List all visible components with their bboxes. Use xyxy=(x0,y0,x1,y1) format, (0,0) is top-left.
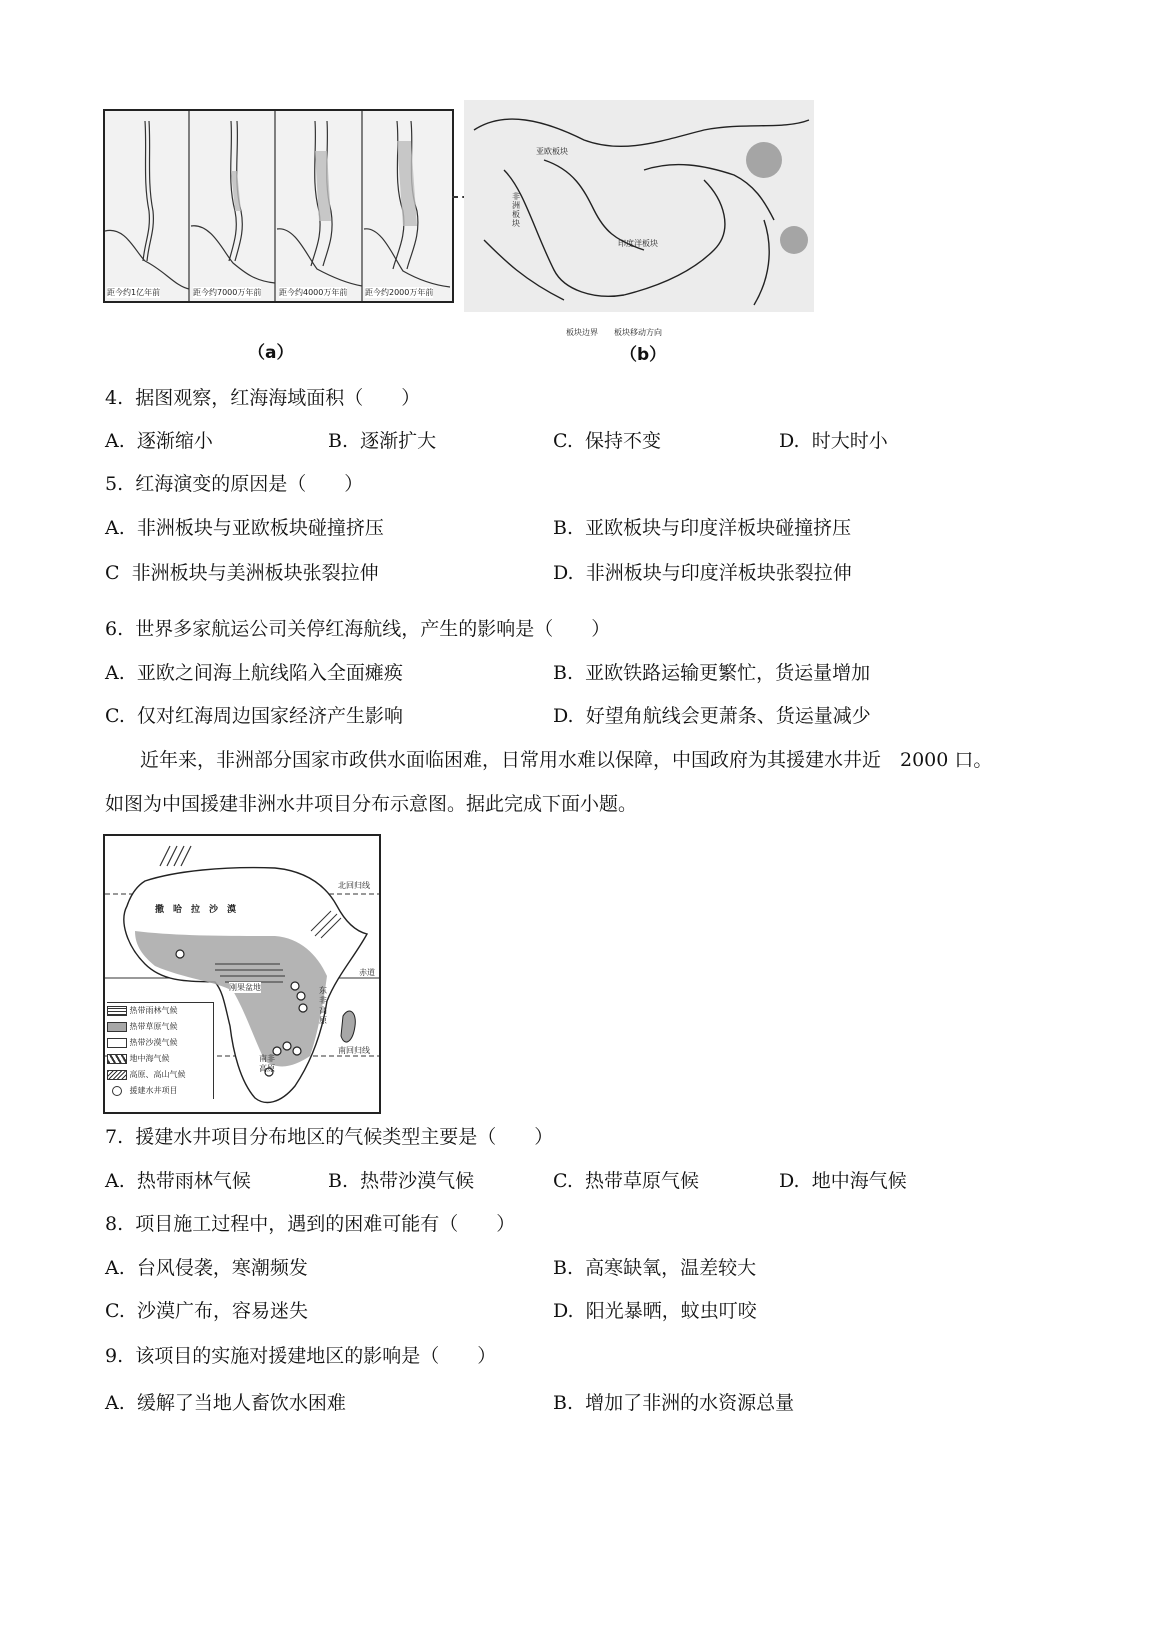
q4-option-b[interactable] xyxy=(328,429,436,453)
q6-option-d[interactable] xyxy=(553,704,871,728)
option-text: 台风侵袭，寒潮频发 xyxy=(136,1257,308,1279)
question-text: 项目施工过程中，遇到的困难可能有（ ） xyxy=(135,1213,516,1235)
option-key: B. xyxy=(553,1257,574,1279)
figure-a xyxy=(103,109,454,303)
question-text: 红海演变的原因是（ ） xyxy=(135,473,364,495)
q8-option-b[interactable] xyxy=(553,1256,756,1280)
option-text: 亚欧之间海上航线陷入全面瘫痪 xyxy=(136,662,403,684)
option-text: 阳光暴晒，蚊虫叮咬 xyxy=(585,1300,757,1322)
option-text: 热带沙漠气候 xyxy=(360,1170,475,1192)
panel-label-1: 距今约1亿年前 xyxy=(107,288,161,297)
option-key: A. xyxy=(105,517,125,539)
legend-mediterranean: 地中海气候 xyxy=(107,1051,213,1067)
question-number: 9. xyxy=(105,1345,124,1367)
option-key: A. xyxy=(105,1392,125,1414)
option-key: B. xyxy=(553,1392,574,1414)
option-key: B. xyxy=(553,662,574,684)
option-text: 增加了非洲的水资源总量 xyxy=(585,1392,795,1414)
panel-label-3: 距今约4000万年前 xyxy=(279,288,348,297)
question-9 xyxy=(105,1344,496,1368)
q9-option-b[interactable] xyxy=(553,1391,794,1415)
africa-map-legend xyxy=(107,1002,214,1099)
option-text: 逐渐缩小 xyxy=(136,430,213,452)
question-7 xyxy=(105,1125,553,1149)
option-key: B. xyxy=(328,430,349,452)
figure-b xyxy=(464,100,814,312)
question-text: 援建水井项目分布地区的气候类型主要是（ ） xyxy=(135,1126,554,1148)
legend-desert: 热带沙漠气候 xyxy=(107,1035,213,1051)
option-key: D. xyxy=(553,1300,574,1322)
label-sahara: 撒 哈 拉 沙 漠 xyxy=(155,905,237,915)
question-6 xyxy=(105,617,610,641)
label-congo-basin: 刚果盆地 xyxy=(229,983,261,992)
q8-option-a[interactable] xyxy=(105,1256,308,1280)
option-text: 非洲板块与美洲板块张裂拉伸 xyxy=(131,562,379,584)
q7-option-d[interactable] xyxy=(779,1169,907,1193)
option-text: 热带雨林气候 xyxy=(136,1170,251,1192)
option-key: D. xyxy=(779,430,800,452)
question-8 xyxy=(105,1212,515,1236)
figure-a-svg xyxy=(105,111,452,301)
option-text: 亚欧铁路运输更繁忙，货运量增加 xyxy=(585,662,871,684)
label-african-plate: 非洲板块 xyxy=(512,192,520,228)
option-text: 保持不变 xyxy=(585,430,662,452)
panel-label-2: 距今约7000万年前 xyxy=(193,288,262,297)
label-tropic-south: 南回归线 xyxy=(338,1046,370,1055)
q6-option-c[interactable] xyxy=(105,704,403,728)
option-text: 高寒缺氧，温差较大 xyxy=(585,1257,757,1279)
legend-well-project: 援建水井项目 xyxy=(107,1083,213,1099)
option-key: C. xyxy=(553,430,573,452)
label-tropic-north: 北回归线 xyxy=(338,881,370,890)
q4-option-a[interactable] xyxy=(105,429,213,453)
legend-plate-boundary: 板块边界 xyxy=(566,328,598,337)
option-text: 缓解了当地人畜饮水困难 xyxy=(136,1392,346,1414)
option-key: A. xyxy=(105,1257,125,1279)
q5-option-a[interactable] xyxy=(105,516,384,540)
q9-option-a[interactable] xyxy=(105,1391,346,1415)
question-number: 6. xyxy=(105,618,124,640)
q4-option-c[interactable] xyxy=(553,429,661,453)
question-5 xyxy=(105,472,363,496)
legend-rainforest: 热带雨林气候 xyxy=(107,1003,213,1019)
option-key: A. xyxy=(105,430,125,452)
option-text: 非洲板块与印度洋板块张裂拉伸 xyxy=(585,562,852,584)
q5-option-d[interactable] xyxy=(553,561,852,585)
label-equator: 赤道 xyxy=(359,968,375,977)
option-text: 地中海气候 xyxy=(811,1170,907,1192)
option-key: A. xyxy=(105,662,125,684)
q5-option-c[interactable] xyxy=(105,561,379,585)
option-text: 仅对红海周边国家经济产生影响 xyxy=(137,705,404,727)
question-text: 世界多家航运公司关停红海航线，产生的影响是（ ） xyxy=(135,618,611,640)
q8-option-d[interactable] xyxy=(553,1299,757,1323)
option-text: 亚欧板块与印度洋板块碰撞挤压 xyxy=(585,517,852,539)
label-east-africa-plateau: 东非高原 xyxy=(319,986,327,1025)
africa-map xyxy=(103,834,381,1114)
caption-a: （a） xyxy=(248,343,294,363)
q6-option-b[interactable] xyxy=(553,661,870,685)
question-number: 4. xyxy=(105,387,124,409)
q6-option-a[interactable] xyxy=(105,661,403,685)
passage-line-1: 近年来，非洲部分国家市政供水面临困难，日常用水难以保障，中国政府为其援建水井近 2000 口。 xyxy=(140,749,993,771)
q7-option-c[interactable] xyxy=(553,1169,699,1193)
q4-option-d[interactable] xyxy=(779,429,888,453)
question-number: 5. xyxy=(105,473,124,495)
option-key: A. xyxy=(105,1170,125,1192)
caption-b: （b） xyxy=(620,345,667,365)
option-key: C. xyxy=(553,1170,573,1192)
legend-highland: 高原、高山气候 xyxy=(107,1067,213,1083)
option-text: 非洲板块与亚欧板块碰撞挤压 xyxy=(136,517,384,539)
q7-option-b[interactable] xyxy=(328,1169,474,1193)
label-south-africa-plateau: 南非高原 xyxy=(259,1054,275,1073)
option-key: B. xyxy=(328,1170,349,1192)
question-text: 据图观察，红海海域面积（ ） xyxy=(135,387,421,409)
option-text: 沙漠广布，容易迷失 xyxy=(137,1300,309,1322)
option-key: B. xyxy=(553,517,574,539)
option-text: 时大时小 xyxy=(811,430,888,452)
q8-option-c[interactable] xyxy=(105,1299,308,1323)
option-key: C xyxy=(105,562,120,584)
legend-savanna: 热带草原气候 xyxy=(107,1019,213,1035)
option-key: D. xyxy=(779,1170,800,1192)
question-number: 7. xyxy=(105,1126,124,1148)
q7-option-a[interactable] xyxy=(105,1169,251,1193)
figure-b-legend xyxy=(566,318,662,340)
question-text: 该项目的实施对援建地区的影响是（ ） xyxy=(135,1345,497,1367)
question-4 xyxy=(105,386,420,410)
label-indian-plate: 印度洋板块 xyxy=(618,239,658,248)
option-text: 好望角航线会更萧条、货运量减少 xyxy=(585,705,871,727)
passage-line-2: 如图为中国援建非洲水井项目分布示意图。据此完成下面小题。 xyxy=(105,793,638,815)
option-key: C. xyxy=(105,705,125,727)
option-text: 逐渐扩大 xyxy=(360,430,437,452)
panel-label-4: 距今约2000万年前 xyxy=(365,288,434,297)
option-key: D. xyxy=(553,705,574,727)
legend-plate-motion: 板块移动方向 xyxy=(614,328,663,337)
q5-option-b[interactable] xyxy=(553,516,851,540)
option-text: 热带草原气候 xyxy=(585,1170,700,1192)
label-eurasia-plate: 亚欧板块 xyxy=(536,147,568,156)
question-number: 8. xyxy=(105,1213,124,1235)
option-key: D. xyxy=(553,562,574,584)
option-key: C. xyxy=(105,1300,125,1322)
